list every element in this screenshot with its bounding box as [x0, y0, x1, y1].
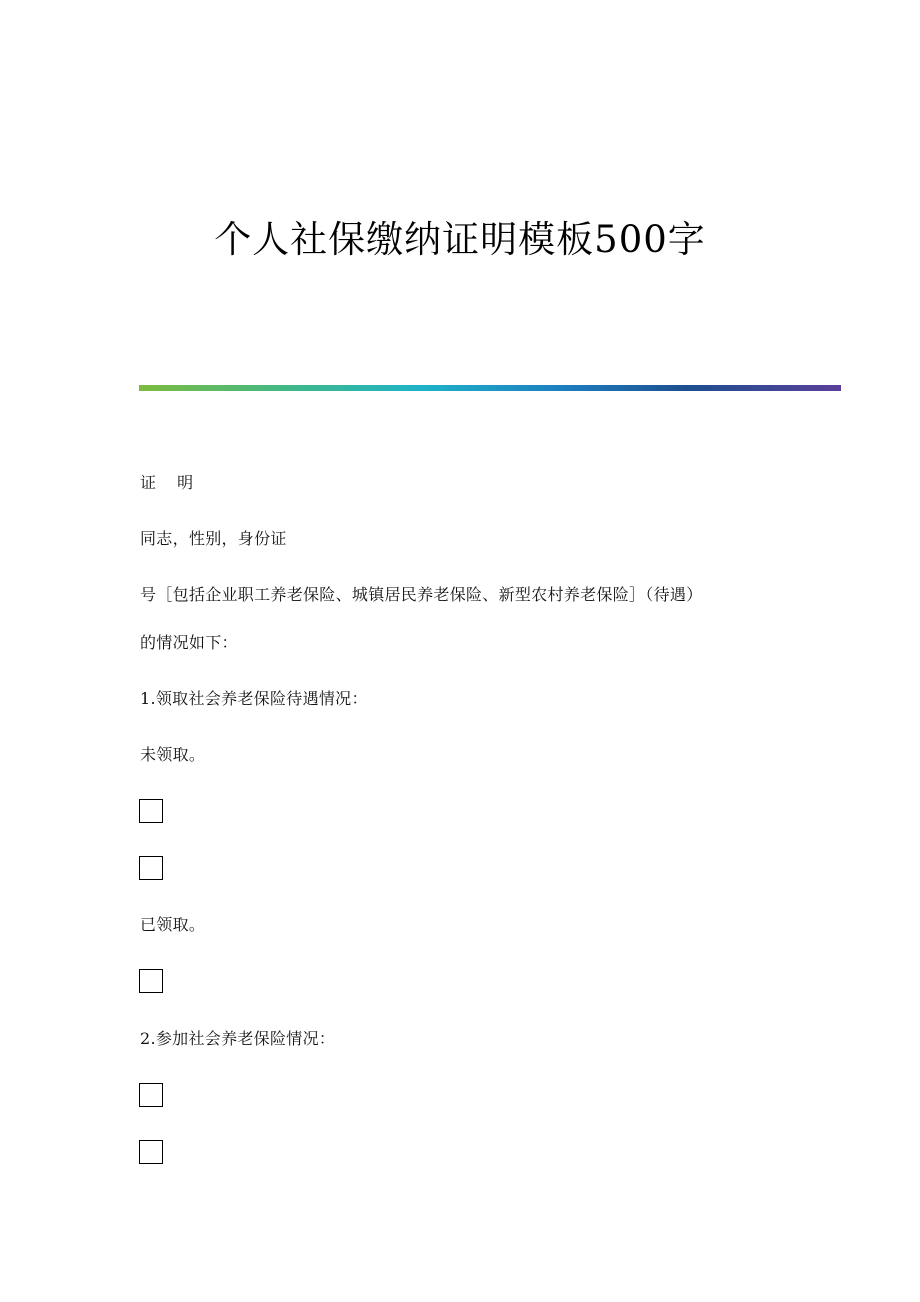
checkbox-not-received-1[interactable]	[139, 799, 163, 823]
certificate-heading: 证 明	[140, 473, 202, 492]
insurance-type-line: 号［包括企业职工养老保险、城镇居民养老保险、新型农村养老保险］（待遇）	[140, 585, 703, 604]
option-received-label: 已领取。	[140, 915, 206, 934]
checkbox-not-received-2[interactable]	[139, 856, 163, 880]
section-1-title: 1.领取社会养老保险待遇情况：	[140, 689, 368, 708]
option-not-received-label: 未领取。	[140, 745, 206, 764]
checkbox-participation-2[interactable]	[139, 1140, 163, 1164]
person-info-line: 同志，性别，身份证	[140, 529, 287, 548]
gradient-divider	[139, 385, 841, 391]
checkbox-participation-1[interactable]	[139, 1083, 163, 1107]
situation-line: 的情况如下：	[140, 633, 238, 652]
checkbox-received[interactable]	[139, 969, 163, 993]
document-title: 个人社保缴纳证明模板500字	[214, 218, 706, 261]
section-2-title: 2.参加社会养老保险情况：	[140, 1029, 336, 1048]
